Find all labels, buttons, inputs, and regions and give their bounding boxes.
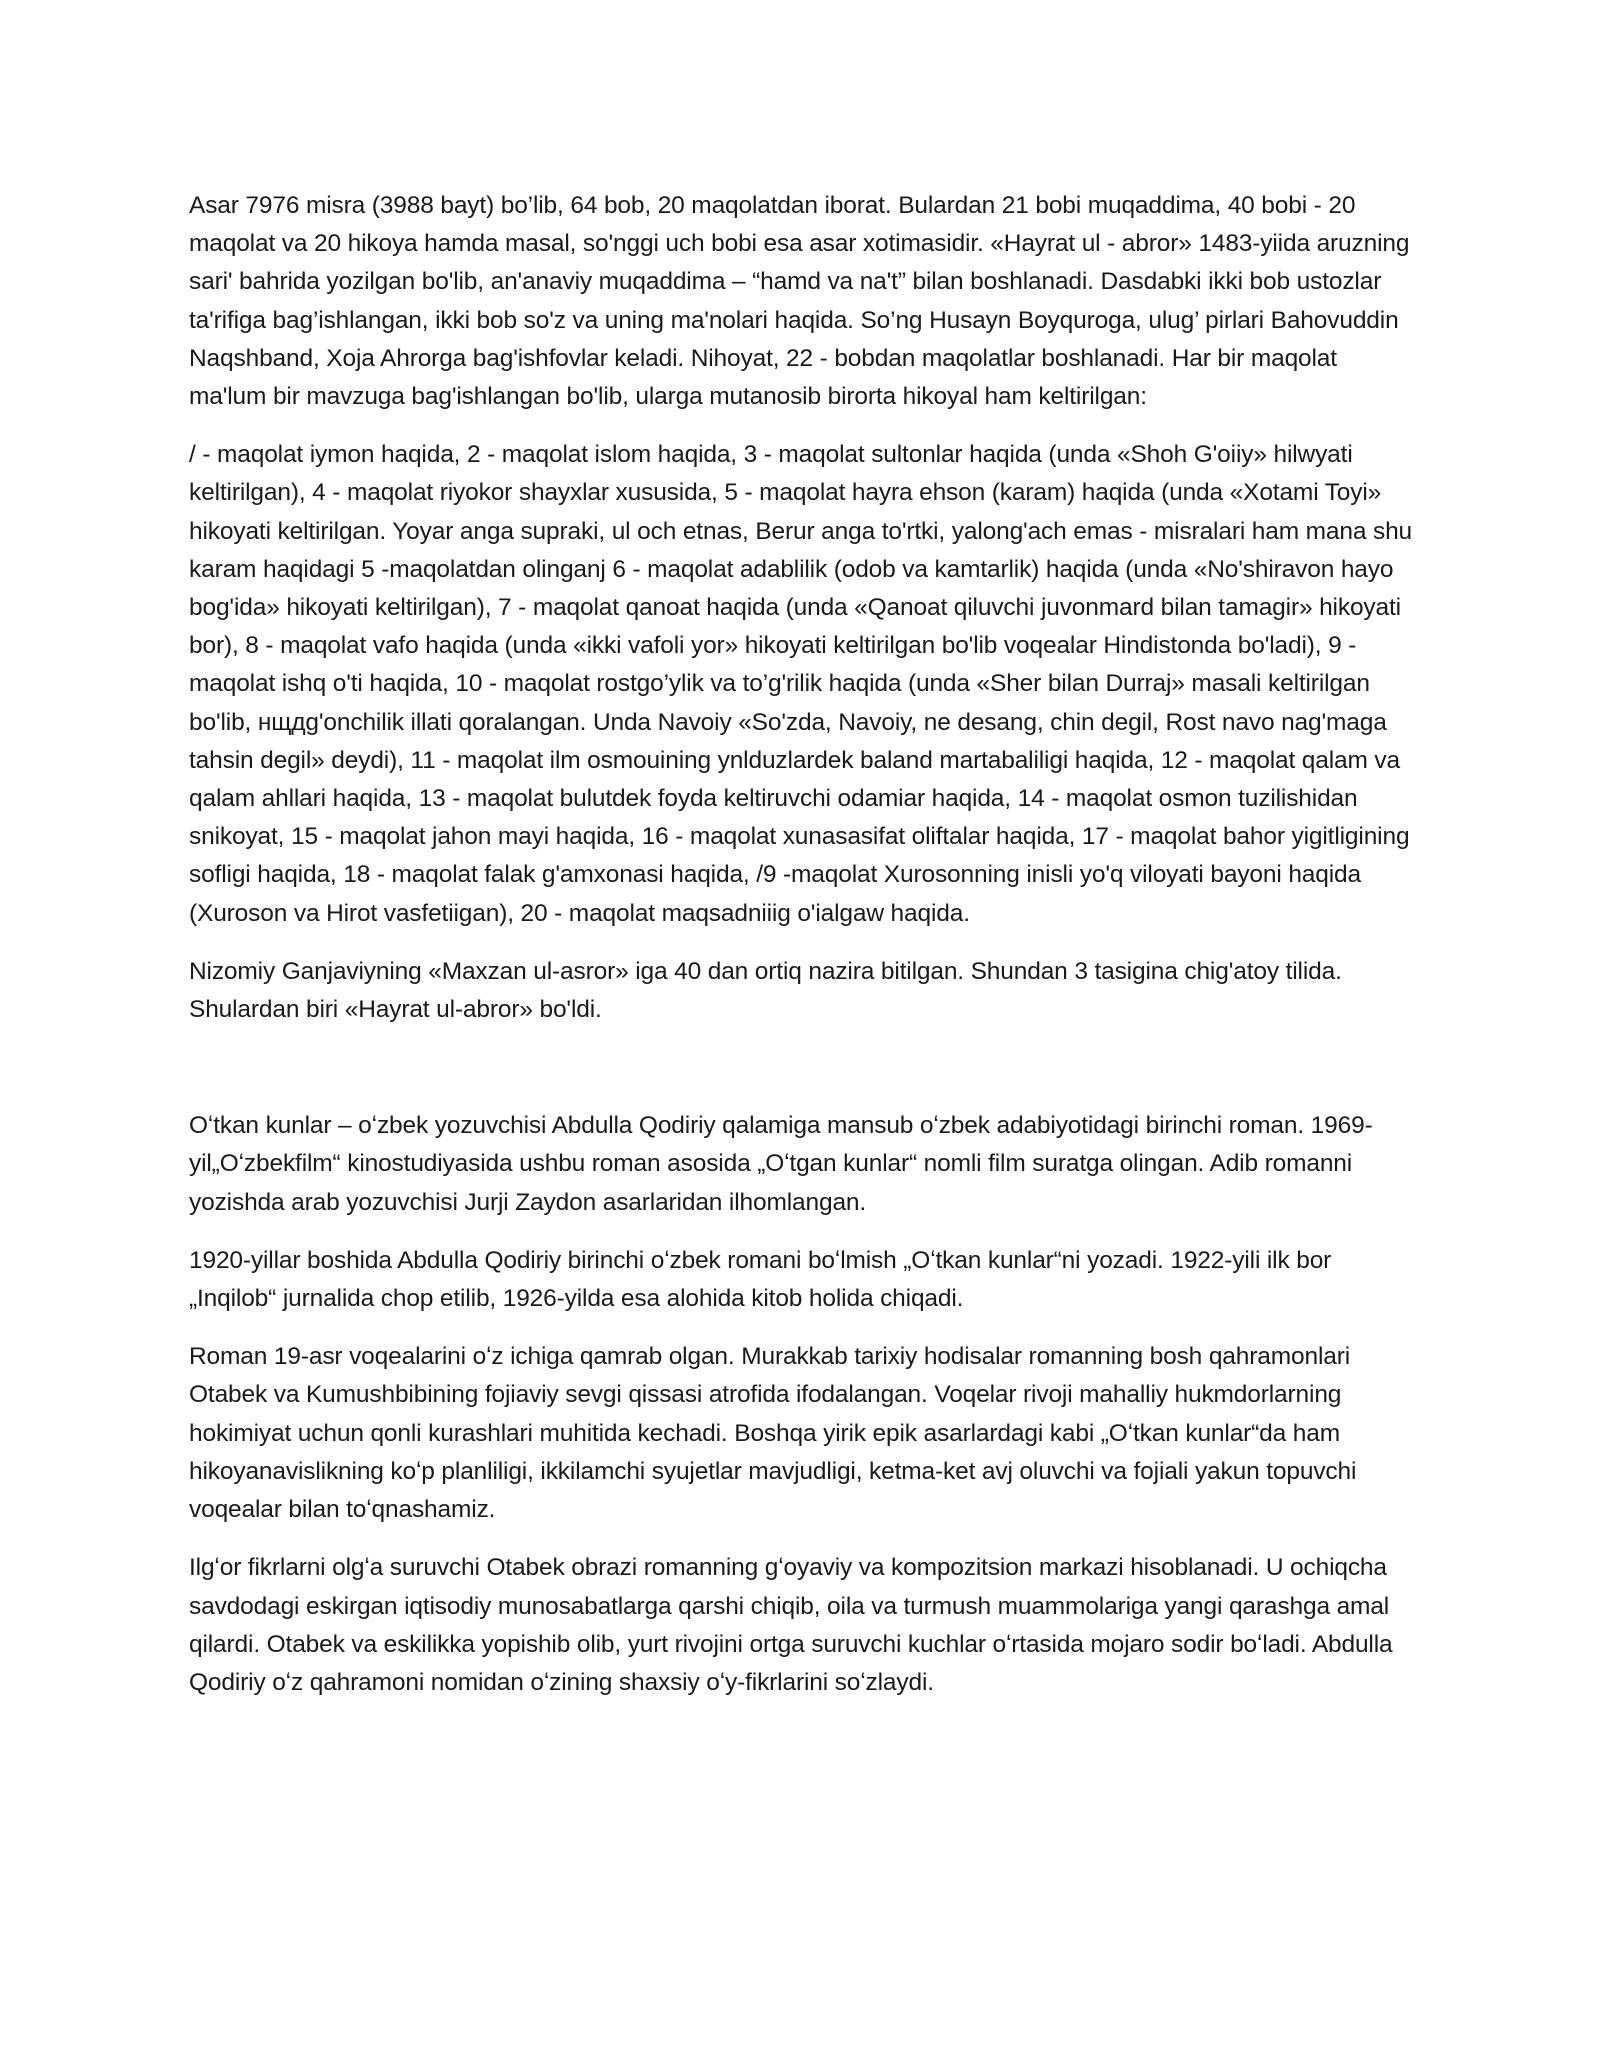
section-hayrat-ul-abror [189, 187, 1419, 1029]
paragraph: 1920-yillar boshida Abdulla Qodiriy birinchi oʻzbek romani boʻlmish „Oʻtkan kunlar“ni yozadi. 1922-yili ilk bor „Inqilob“ jurnalida chop etilib, 1926-yilda esa alohida kitob holida chiqadi. [189, 1246, 1332, 1313]
document-page [189, 187, 1419, 1722]
paragraph: Oʻtkan kunlar – oʻzbek yozuvchisi Abdulla Qodiriy qalamiga mansub oʻzbek adabiyotidagi birinchi roman. 1969-yil„Oʻzbekfilm“ kinostudiyasida ushbu roman asosida „Oʻtgan kunlar“ nomli film suratga olingan. Adib romanni yozishda arab yozuvchisi Jurji Zaydon asarlaridan ilhomlangan. [189, 1112, 1373, 1216]
paragraph: Roman 19-asr voqealarini oʻz ichiga qamrab olgan. Murakkab tarixiy hodisalar romanning bosh qahramonlari Otabek va Kumushbibining fojiaviy sevgi qissasi atrofida ifodalangan. Voqelar rivoji mahalliy hukmdorlarning hokimiyat uchun qonli kurashlari muhitida kechadi. Boshqa yirik epik asarlardagi kabi „Oʻtkan kunlar“da ham hikoyanavislikning koʻp planliligi, ikkilamchi syujetlar mavjudligi, ketma-ket avj oluvchi va fojiali yakun topuvchi voqealar bilan toʻqnashamiz. [189, 1343, 1357, 1524]
paragraph: / - maqolat iymon haqida, 2 - maqolat islom haqida, 3 - maqolat sultonlar haqida (unda «Shoh G'oiiy» hilwyati keltirilgan), 4 - maqolat riyokor shayxlar xususida, 5 - maqolat hayra ehson (karam) haqida (unda «Xotami Toyi» hikoyati keltirilgan. Yoyar anga supraki, ul och etnas, Berur anga to'rtki, yalong'ach emas - misralari ham mana shu karam haqidagi 5 -maqolatdan olinganj 6 - maqolat adablilik (odob va kamtarlik) haqida (unda «No'shiravon hayo bog'ida» hikoyati keltirilgan), 7 - maqolat qanoat haqida (unda «Qanoat qiluvchi juvonmard bilan tamagir» hikoyati bor), 8 - maqolat vafo haqida (unda «ikki vafoli yor» hikoyati keltirilgan bo'lib voqealar Hindistonda bo'ladi), 9 - maqolat ishq o'ti haqida, 10 - maqolat rostgo’ylik va to’g'rilik haqida (unda «Sher bilan Durraj» masali keltirilgan bo'lib, нщдg'onchilik illati qoralangan. Unda Navoiy «So'zda, Navoiy, ne desang, chin degil, Rost navo nag'maga tahsin degil» deydi), 11 - maqolat ilm osmouining ynlduzlardek baland martabaliligi haqida, 12 - maqolat qalam va qalam ahllari haqida, 13 - maqolat bulutdek foyda keltiruvchi odamiar haqida, 14 - maqolat osmon tuzilishidan snikoyat, 15 - maqolat jahon mayi haqida, 16 - maqolat xunasasifat oliftalar haqida, 17 - maqolat bahor yigitligining sofligi haqida, 18 - maqolat falak g'amxonasi haqida, /9 -maqolat Xurosonning inisli yo'q viloyati bayoni haqida (Xuroson va Hirot vasfetiigan), 20 - maqolat maqsadniiig o'ialgaw haqida. [189, 441, 1413, 927]
paragraph: Nizomiy Ganjaviyning «Maxzan ul-asror» iga 40 dan ortiq nazira bitilgan. Shundan 3 tasigina chig'atoy tilida. Shulardan biri «Hayrat ul-abror» bo'ldi. [189, 957, 1342, 1024]
paragraph: Ilgʻor fikrlarni olgʻa suruvchi Otabek obrazi romanning gʻoyaviy va kompozitsion markazi hisoblanadi. U ochiqcha savdodagi eskirgan iqtisodiy munosabatlarga qarshi chiqib, oila va turmush muammolariga yangi qarashga amal qilardi. Otabek va eskilikka yopishib olib, yurt rivojini ortga suruvchi kuchlar oʻrtasida mojaro sodir boʻladi. Abdulla Qodiriy oʻz qahramoni nomidan oʻzining shaxsiy oʻy-fikrlarini soʻzlaydi. [189, 1554, 1393, 1696]
section-spacer [189, 1049, 1419, 1107]
section-otkan-kunlar [189, 1107, 1419, 1702]
paragraph: Asar 7976 misra (3988 bayt) bo’lib, 64 bob, 20 maqolatdan iborat. Bulardan 21 bobi muqaddima, 40 bobi - 20 maqolat va 20 hikoya hamda masal, so'nggi uch bobi esa asar xotimasidir. «Hayrat ul - abror» 1483-yiida aruzning sari' bahrida yozilgan bo'lib, an'anaviy muqaddima – “hamd va na't” bilan boshlanadi. Dasdabki ikki bob ustozlar ta'rifiga bag’ishlangan, ikki bob so'z va uning ma'nolari haqida. So’ng Husayn Boyquroga, ulug’ pirlari Bahovuddin Naqshband, Xoja Ahrorga bag'ishfovlar keladi. Nihoyat, 22 - bobdan maqolatlar boshlanadi. Har bir maqolat ma'lum bir mavzuga bag'ishlangan bo'lib, ularga mutanosib birorta hikoyal ham keltirilgan: [189, 192, 1410, 411]
